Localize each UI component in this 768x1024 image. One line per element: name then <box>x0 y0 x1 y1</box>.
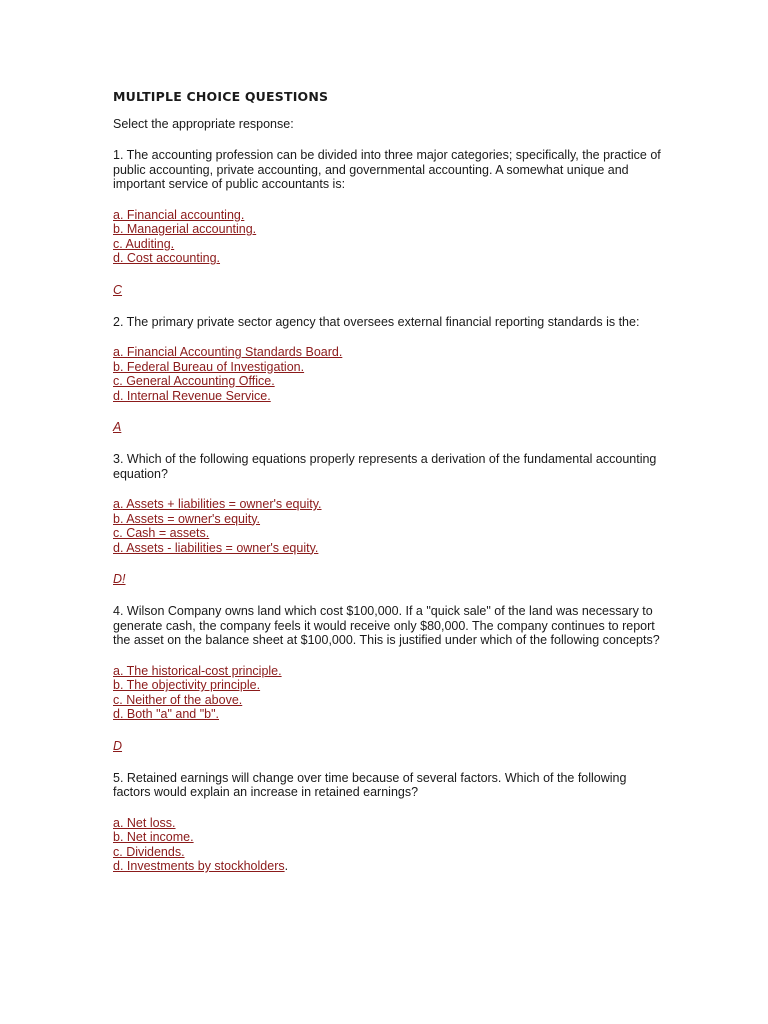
question-4 <box>113 604 661 754</box>
document-heading: MULTIPLE CHOICE QUESTIONS <box>113 89 329 104</box>
option-link[interactable]: c. Neither of the above. <box>113 692 243 707</box>
question-2 <box>113 315 661 436</box>
question-text: 5. Retained earnings will change over time because of several factors. Which of the following factors would explain an increase in retained earnings? <box>113 770 627 799</box>
question-1 <box>113 148 661 298</box>
option-link[interactable]: c. Auditing. <box>113 236 175 251</box>
option-period: . <box>284 859 289 873</box>
option-link[interactable]: b. Net income. <box>113 830 194 844</box>
option-link[interactable]: b. Assets = owner's equity. <box>113 511 261 526</box>
question-5 <box>113 771 661 874</box>
answer-link[interactable]: D! <box>113 572 126 586</box>
option-list <box>113 208 661 266</box>
option-list <box>113 816 661 874</box>
question-text: 1. The accounting profession can be divided into three major categories; specifically, the practice of public accounting, private accounting, and governmental accounting. A somewhat unique and important service of public accountants is: <box>113 148 661 191</box>
question-3 <box>113 452 661 587</box>
option-link[interactable]: c. Dividends. <box>113 844 185 859</box>
answer-link[interactable]: C <box>113 282 123 297</box>
option-list <box>113 497 661 555</box>
answer-link[interactable]: D <box>113 738 123 753</box>
option-link[interactable]: a. Financial Accounting Standards Board. <box>113 345 343 359</box>
option-link[interactable]: d. Cost accounting. <box>113 251 221 265</box>
option-link[interactable]: a. Assets + liabilities = owner's equity. <box>113 497 322 511</box>
option-link[interactable]: c. Cash = assets. <box>113 526 210 540</box>
option-link[interactable]: d. Internal Revenue Service. <box>113 388 271 403</box>
option-list <box>113 664 661 722</box>
option-row <box>113 859 288 874</box>
option-link[interactable]: d. Investments by stockholders <box>113 859 285 873</box>
document-page <box>113 89 661 891</box>
question-text: 4. Wilson Company owns land which cost $100,000. If a "quick sale" of the land was necessary to generate cash, the company feels it would receive only $80,000. The company continues to report the asset on the balance sheet at $100,000. This is justified under which of the following concepts? <box>113 604 660 647</box>
option-link[interactable]: b. The objectivity principle. <box>113 678 261 692</box>
option-link[interactable]: c. General Accounting Office. <box>113 374 275 388</box>
option-link[interactable]: d. Assets - liabilities = owner's equity. <box>113 540 319 555</box>
question-text: 3. Which of the following equations properly represents a derivation of the fundamental accounting equation? <box>113 452 657 481</box>
answer-link[interactable]: A <box>113 420 122 434</box>
question-text: 2. The primary private sector agency that oversees external financial reporting standards is the: <box>113 314 640 329</box>
option-link[interactable]: b. Federal Bureau of Investigation. <box>113 359 305 374</box>
option-link[interactable]: a. Net loss. <box>113 815 176 830</box>
option-link[interactable]: a. Financial accounting. <box>113 207 245 222</box>
option-link[interactable]: d. Both "a" and "b". <box>113 707 220 721</box>
option-link[interactable]: b. Managerial accounting. <box>113 222 257 236</box>
instruction-text: Select the appropriate response: <box>113 117 294 131</box>
option-list <box>113 345 661 403</box>
option-link[interactable]: a. The historical-cost principle. <box>113 663 282 678</box>
